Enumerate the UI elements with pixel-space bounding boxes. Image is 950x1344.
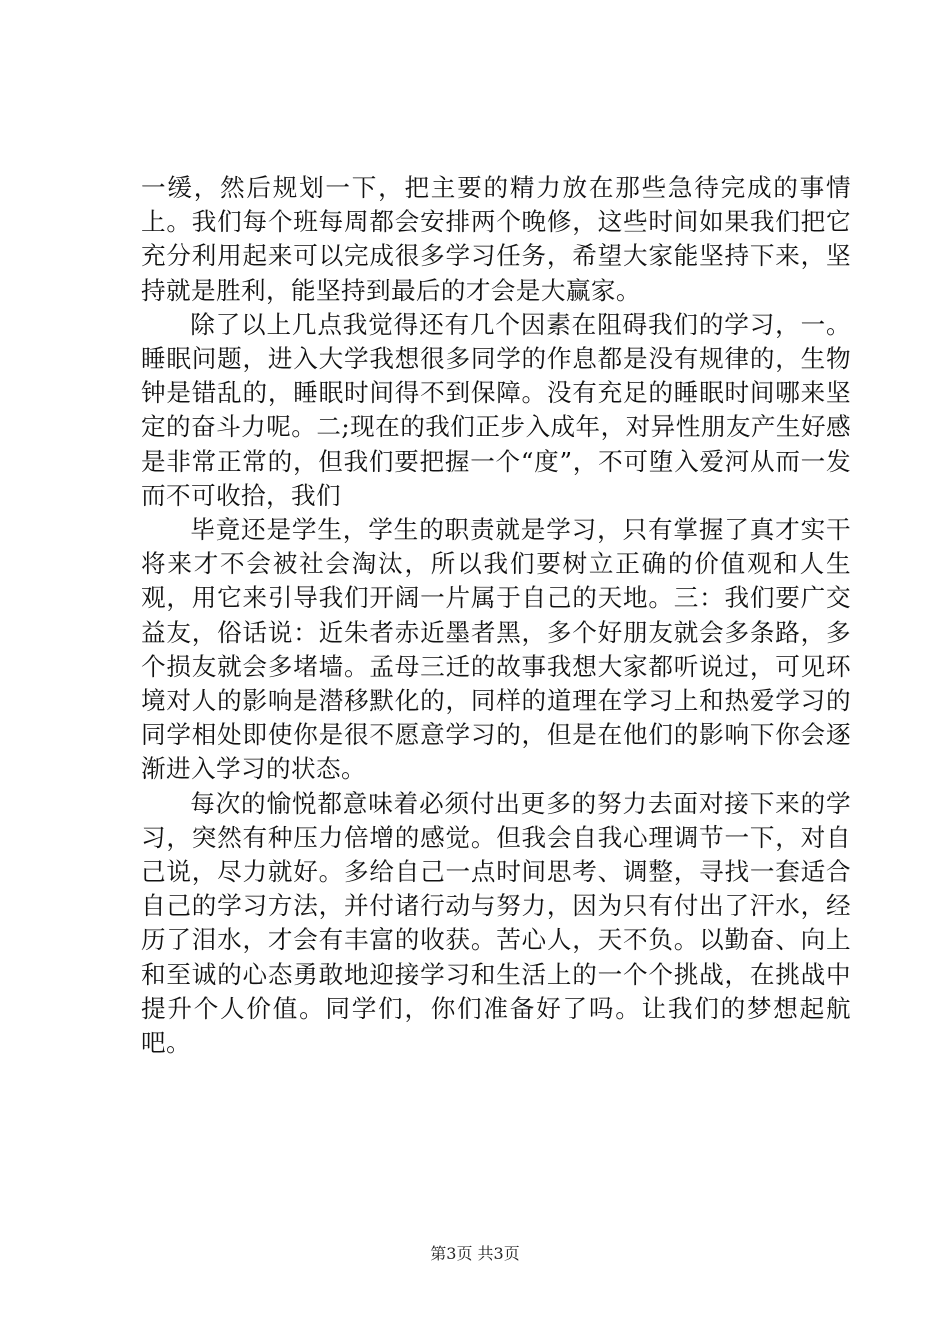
paragraph-student-duty: 毕竟还是学生，学生的职责就是学习，只有掌握了真才实干将来才不会被社会淘汰，所以我们要树立正确的价值观和人生观，用它来引导我们开阔一片属于自己的天地。三：我们要广交益友，俗话说：近朱者赤近墨者黑，多个好朋友就会多条路，多个损友就会多堵墙。孟母三迁的故事我想大家都听说过，可见环境对人的影响是潜移默化的，同样的道理在学习上和热爱学习的同学相处即使你是很不愿意学习的，但是在他们的影响下你会逐渐进入学习的状态。 (141, 515, 851, 784)
paragraph-continuation: 一缓，然后规划一下，把主要的精力放在那些急待完成的事情上。我们每个班每周都会安排两个晚修，这些时间如果我们把它充分利用起来可以完成很多学习任务，希望大家能坚持下来，坚持就是胜利，能坚持到最后的才会是大赢家。 (141, 173, 851, 305)
page-footer: 第3页 共3页 (430, 1244, 520, 1263)
paragraph-conclusion: 每次的愉悦都意味着必须付出更多的努力去面对接下来的学习，突然有种压力倍增的感觉。但我会自我心理调节一下，对自己说，尽力就好。多给自己一点时间思考、调整，寻找一套适合自己的学习方法，并付诸行动与努力，因为只有付出了汗水，经历了泪水，才会有丰富的收获。苦心人，天不负。以勤奋、向上和至诚的心态勇敢地迎接学习和生活上的一个个挑战，在挑战中提升个人价值。同学们，你们准备好了吗。让我们的梦想起航吧。 (141, 788, 851, 1058)
document-body (141, 171, 851, 1060)
paragraph-obstacles: 除了以上几点我觉得还有几个因素在阻碍我们的学习，一。睡眠问题，进入大学我想很多同学的作息都是没有规律的，生物钟是错乱的，睡眠时间得不到保障。没有充足的睡眠时间哪来坚定的奋斗力呢。二;现在的我们正步入成年，对异性朋友产生好感是非常正常的，但我们要把握一个“度”，不可堕入爱河从而一发而不可收拾，我们 (141, 309, 851, 510)
